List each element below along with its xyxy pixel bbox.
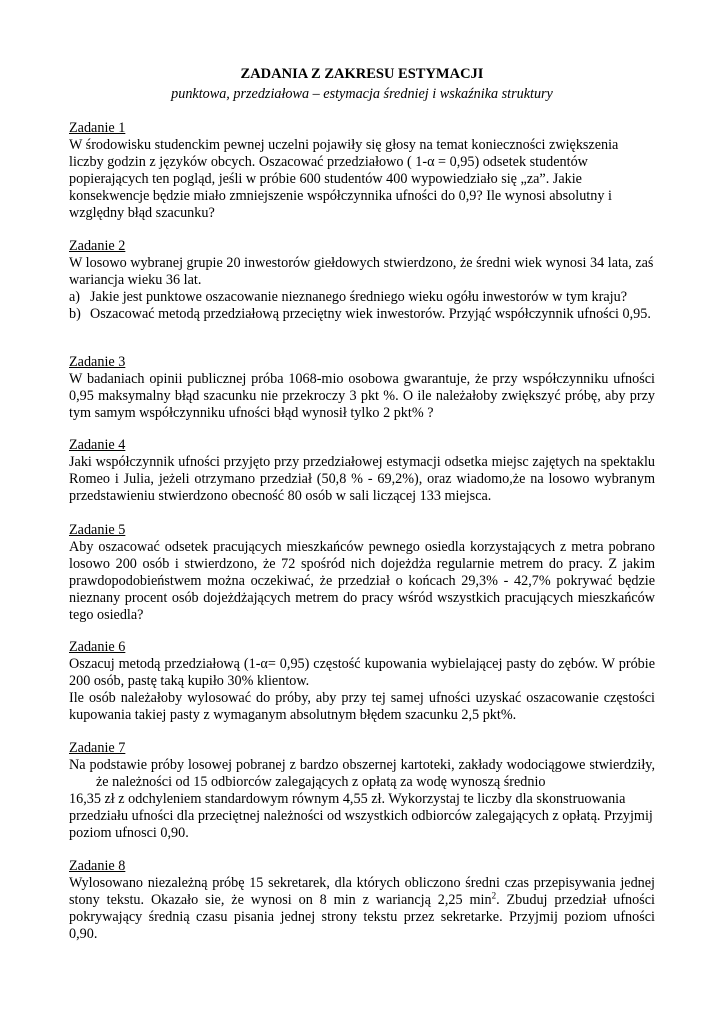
task-question-list	[69, 289, 655, 323]
task-text: Na podstawie próby losowej pobranej z bardzo obszernej kartoteki, zakłady wodociągowe stwierdziły, że należności od 15 odbiorców zalegających z opłatą za wodę wynoszą średnio	[69, 757, 655, 790]
task-text-continued: 16,35 zł z odchyleniem standardowym równym 4,55 zł. Wykorzystaj te liczby dla skonstruowania przedziału ufności dla przeciętnej należności od wszystkich odbiorców zalegających z opłatą. Przyjmij poziom ufnosci 0,90.	[69, 791, 653, 841]
document-title: ZADANIA Z ZAKRESU ESTYMACJI	[240, 66, 484, 82]
task-text: W badaniach opinii publicznej próba 1068-mio osobowa gwarantuje, że przy współczynniku ufności 0,95 maksymalny błąd szacunku nie przekroczy 3 pkt %. O ile należałoby zwiększyć próbę, aby przy tym samym współczynniku ufności błąd wynosił tylko 2 pkt% ?	[69, 371, 655, 421]
task-heading: Zadanie 2	[69, 238, 126, 254]
task-heading: Zadanie 4	[69, 437, 126, 453]
task-heading: Zadanie 7	[69, 740, 126, 756]
task-heading: Zadanie 1	[69, 120, 126, 136]
task-text	[69, 875, 655, 943]
task-heading: Zadanie 5	[69, 522, 126, 538]
list-marker: b)	[69, 306, 81, 322]
task-text: Oszacuj metodą przedziałową (1-α= 0,95) częstość kupowania wybielającej pasty do zębów. W próbie 200 osób, pastę taką kupiło 30% klientow.	[69, 656, 655, 689]
task-text-part: Wylosowano niezależną próbę 15 sekretarek, dla których obliczono średni czas przepisywania jednej stony tekstu. Okazało sie, że wynosi on 8 min z wariancją 2,25 min	[69, 875, 655, 908]
task-6	[69, 639, 655, 724]
list-item-text: Jakie jest punktowe oszacowanie nieznanego średniego wieku ogółu inwestorów w tym kraju?	[90, 289, 628, 305]
list-item-text: Oszacować metodą przedziałową przeciętny wiek inwestorów. Przyjąć współczynnik ufności 0,95.	[90, 306, 651, 322]
list-item	[69, 289, 655, 306]
task-7	[69, 740, 655, 842]
task-text-continued: Ile osób należałoby wylosować do próby, aby przy tej samej ufności uzyskać oszacowanie częstości kupowania takiej pasty z wymaganym absolutnym błędem szacunku 2,5 pkt%.	[69, 690, 655, 723]
document-subtitle: punktowa, przedziałowa – estymacja średniej i wskaźnika struktury	[171, 86, 553, 102]
task-1	[69, 120, 655, 222]
task-text: Jaki współczynnik ufności przyjęto przy przedziałowej estymacji odsetka miejsc zajętych na spektaklu Romeo i Julia, jeżeli otrzymano przedział (50,8 % - 69,2%), oraz wiadomo,że na losowo wybranym przedstawieniu stwierdzono obecność 80 osób w sali liczącej 133 miejsca.	[69, 454, 655, 504]
task-heading: Zadanie 3	[69, 354, 126, 370]
list-item	[69, 306, 655, 323]
task-4	[69, 437, 655, 505]
task-heading: Zadanie 8	[69, 858, 126, 874]
list-marker: a)	[69, 289, 81, 305]
task-heading: Zadanie 6	[69, 639, 126, 655]
task-5	[69, 522, 655, 624]
task-text-part: . Zbuduj przedział ufności pokrywający średnią czasu pisania jednej strony tekstu przez sekretarke. Przyjmij poziom ufności 0,90.	[69, 892, 655, 942]
task-text: Aby oszacować odsetek pracujących mieszkańców pewnego osiedla korzystających z metra pobrano losowo 200 osób i stwierdzono, że 72 spośród nich dojeżdża regularnie metrem do pracy. Z jakim prawdopodobieństwem można oczekiwać, że przedział o końcach 29,3% - 42,7% pokrywać będzie nieznany procent osób dojeżdżających metrem do pracy wśród wszystkich pracujących mieszkańców tego osiedla?	[69, 539, 655, 623]
task-3	[69, 354, 655, 422]
superscript: 2	[491, 890, 497, 901]
task-text: W środowisku studenckim pewnej uczelni pojawiły się głosy na temat konieczności zwiększenia liczby godzin z języków obcych. Oszacować przedziałowo ( 1-α = 0,95) odsetek studentów popierających ten pogląd, jeśli w próbie 600 studentów 400 wypowiedziało się „za”. Jakie konsekwencje będzie miało zmniejszenie współczynnika ufności do 0,9? Ile wynosi absolutny i względny błąd szacunku?	[69, 137, 619, 221]
task-8	[69, 858, 655, 943]
task-text: W losowo wybranej grupie 20 inwestorów giełdowych stwierdzono, że średni wiek wynosi 34 lata, zaś wariancja wieku 36 lat.	[69, 255, 654, 288]
task-2	[69, 238, 655, 323]
